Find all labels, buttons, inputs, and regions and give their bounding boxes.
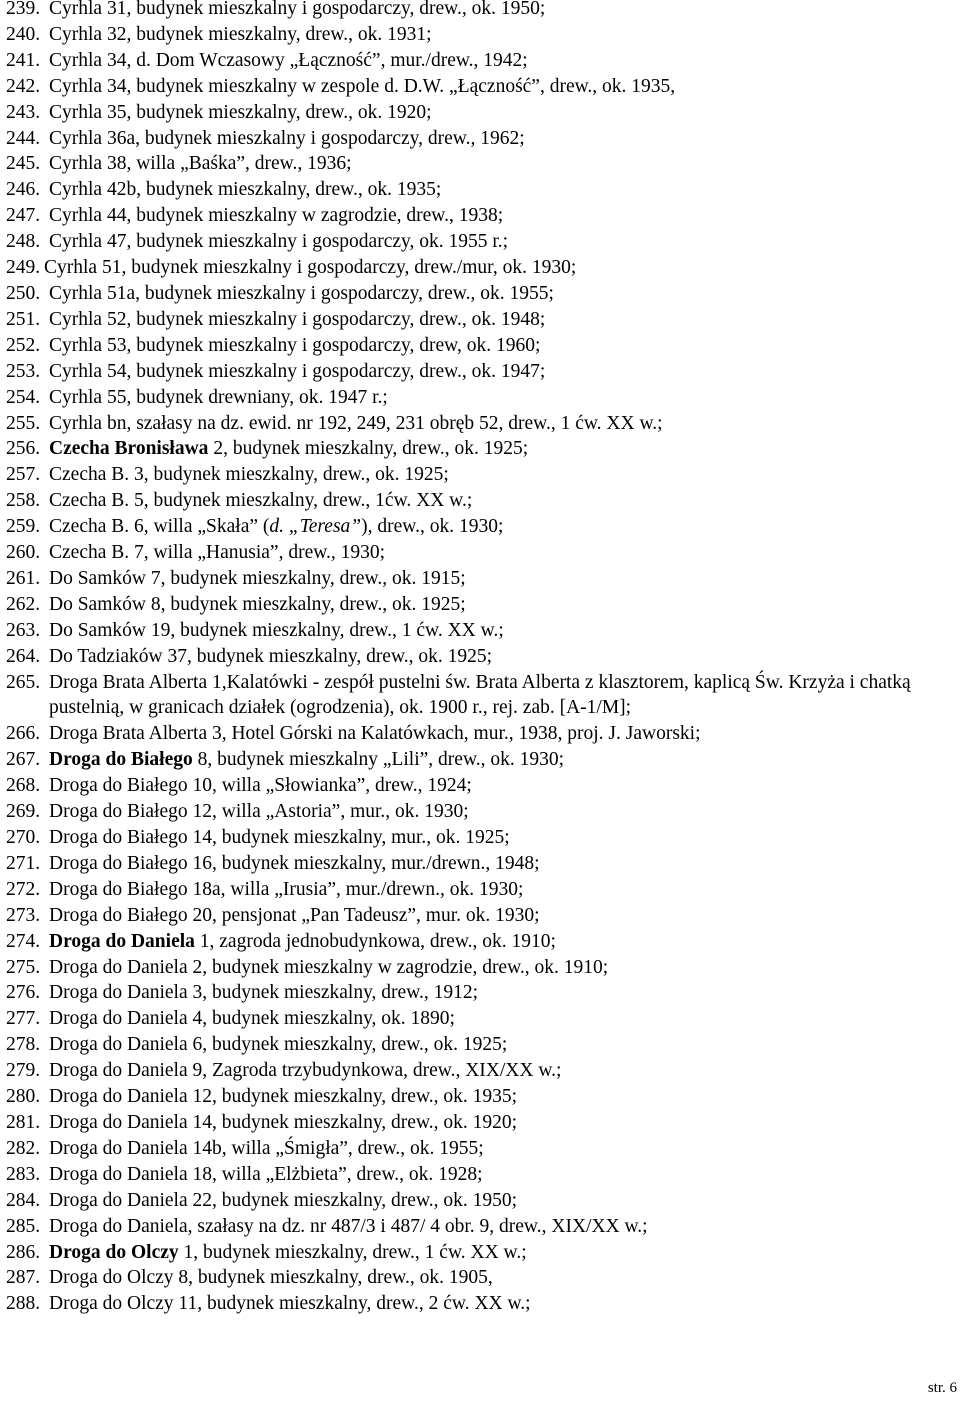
street-name: Czecha Bronisława xyxy=(49,438,209,460)
entry-text xyxy=(49,618,951,644)
list-item xyxy=(6,436,951,462)
list-item xyxy=(6,411,951,437)
entry-number: 284. xyxy=(6,1189,41,1211)
entry-number: 283. xyxy=(6,1163,41,1185)
entry-text xyxy=(49,411,951,437)
list-item xyxy=(6,0,951,22)
entry-text xyxy=(49,877,951,903)
entry-text-part: Droga do Białego 12, willa „Astoria”, mur., ok. 1930; xyxy=(49,801,469,823)
list-item xyxy=(6,618,951,644)
entry-number: 255. xyxy=(6,412,41,434)
entry-text-part: 1, zagroda jednobudynkowa, drew., ok. 1910; xyxy=(194,930,556,952)
list-item xyxy=(6,385,951,411)
list-item xyxy=(6,1291,951,1317)
list-item xyxy=(6,203,951,229)
entry-text xyxy=(49,462,951,488)
list-item xyxy=(6,540,951,566)
entry-text-part: Droga do Daniela 2, budynek mieszkalny w zagrodzie, drew., ok. 1910; xyxy=(49,956,609,978)
list-item xyxy=(6,462,951,488)
entry-text xyxy=(49,307,951,333)
list-item xyxy=(6,22,951,48)
entry-number: 257. xyxy=(6,464,41,486)
entry-text xyxy=(49,488,951,514)
entry-number: 254. xyxy=(6,386,41,408)
entry-number: 275. xyxy=(6,956,41,978)
entry-number: 253. xyxy=(6,360,41,382)
entry-number: 270. xyxy=(6,827,41,848)
entry-text-part: 1, budynek mieszkalny, drew., 1 ćw. XX w.; xyxy=(178,1241,527,1263)
entry-text xyxy=(49,980,951,1006)
entry-number: 274. xyxy=(6,930,41,952)
entry-number: 256. xyxy=(6,438,41,460)
entry-number: 247. xyxy=(6,205,41,227)
entry-text-part: Droga do Olczy 8, budynek mieszkalny, drew., ok. 1905, xyxy=(49,1267,493,1289)
entry-text xyxy=(49,955,951,981)
entry-text-part: Droga do Daniela 18, willa „Elżbieta”, drew., ok. 1928; xyxy=(49,1163,483,1185)
entry-text-part: Droga do Daniela 14b, willa „Śmigła”, drew., ok. 1955; xyxy=(49,1137,484,1159)
entry-number: 240. xyxy=(6,23,41,45)
list-item xyxy=(6,773,951,799)
list-item xyxy=(6,100,951,126)
entry-text-part: ), drew., ok. 1930; xyxy=(361,516,504,538)
entry-text-part: Cyrhla 32, budynek mieszkalny, drew., ok. 1931; xyxy=(49,23,432,45)
entry-number: 282. xyxy=(6,1137,41,1159)
entry-text-part: Cyrhla 54, budynek mieszkalny i gospodarczy, drew., ok. 1947; xyxy=(49,360,546,382)
list-item xyxy=(6,1136,951,1162)
list-item xyxy=(6,799,951,825)
list-item xyxy=(6,1240,951,1266)
entry-text-part: Droga do Daniela, szałasy na dz. nr 487/3 i 487/ 4 obr. 9, drew., XIX/XX w.; xyxy=(49,1215,648,1237)
entry-number: 262. xyxy=(6,593,41,615)
entry-number: 250. xyxy=(6,282,41,304)
entry-number: 272. xyxy=(6,878,41,900)
entry-number: 279. xyxy=(6,1060,41,1082)
list-item xyxy=(6,644,951,670)
entry-text-part: d. „Teresa” xyxy=(269,516,362,538)
list-item xyxy=(6,307,951,333)
entry-number: 243. xyxy=(6,101,41,123)
entry-text-part: Cyrhla 31, budynek mieszkalny i gospodarczy, drew., ok. 1950; xyxy=(49,0,546,19)
list-item xyxy=(6,1058,951,1084)
list-item xyxy=(6,877,951,903)
entry-number: 252. xyxy=(6,334,41,356)
entry-text xyxy=(49,151,951,177)
entry-text-part: Droga do Białego 10, willa „Słowianka”, drew., 1924; xyxy=(49,775,472,797)
entry-text-part: Cyrhla 51, budynek mieszkalny i gospodarczy, drew./mur, ok. 1930; xyxy=(44,257,577,279)
street-name: Droga do Białego xyxy=(49,749,193,771)
entry-text xyxy=(49,1136,951,1162)
entry-text-part: Droga Brata Alberta 3, Hotel Górski na Kalatówkach, mur., 1938, proj. J. Jaworski; xyxy=(49,723,701,745)
entry-number: 269. xyxy=(6,801,41,823)
entry-text-part: Do Tadziaków 37, budynek mieszkalny, drew., ok. 1925; xyxy=(49,645,493,667)
entry-text xyxy=(49,359,951,385)
list-item xyxy=(6,825,951,851)
entry-text xyxy=(49,1265,951,1291)
entry-text xyxy=(44,255,951,281)
entry-text-part: Cyrhla 35, budynek mieszkalny, drew., ok. 1920; xyxy=(49,101,432,123)
list-item xyxy=(6,126,951,152)
entry-text-part: Czecha B. 7, willa „Hanusia”, drew., 1930; xyxy=(49,542,386,564)
entry-text xyxy=(49,747,951,773)
list-item xyxy=(6,359,951,385)
entry-text-part: Droga Brata Alberta 1,Kalatówki - zespół pustelni św. Brata Alberta z klasztorem, kaplicą Św. Krzyża i chatką pustelnią, w granicach działek (ogrodzenia), ok. 1900 r., rej. zab. [A-1/M]; xyxy=(49,671,911,719)
entry-text xyxy=(49,1214,951,1240)
entry-text-part: Cyrhla bn, szałasy na dz. ewid. nr 192, 249, 231 obręb 52, drew., 1 ćw. XX w.; xyxy=(49,412,663,434)
entry-text-part: Cyrhla 51a, budynek mieszkalny i gospodarczy, drew., ok. 1955; xyxy=(49,282,554,304)
entry-number: 242. xyxy=(6,75,41,97)
list-item xyxy=(6,1110,951,1136)
entry-text-part: Cyrhla 34, budynek mieszkalny w zespole d. D.W. „Łączność”, drew., ok. 1935, xyxy=(49,75,676,97)
list-item xyxy=(6,333,951,359)
entry-text-part: Droga do Daniela 22, budynek mieszkalny, drew., ok. 1950; xyxy=(49,1189,518,1211)
list-item xyxy=(6,1084,951,1110)
entry-text xyxy=(49,0,951,22)
entry-text-part: 8, budynek mieszkalny „Lili”, drew., ok. 1930; xyxy=(192,749,565,771)
list-item xyxy=(6,1188,951,1214)
entry-number: 273. xyxy=(6,904,41,926)
list-item xyxy=(6,903,951,929)
entry-text xyxy=(49,644,951,670)
list-item xyxy=(6,74,951,100)
entry-text xyxy=(49,74,951,100)
list-item xyxy=(6,955,951,981)
list-item xyxy=(6,1006,951,1032)
entry-number: 277. xyxy=(6,1008,41,1030)
entry-number: 249. xyxy=(6,257,41,279)
entry-text xyxy=(49,773,951,799)
list-item xyxy=(6,281,951,307)
entry-text-part: Droga do Białego 16, budynek mieszkalny, mur./drewn., 1948; xyxy=(49,852,540,874)
entry-number: 278. xyxy=(6,1034,41,1056)
list-item xyxy=(6,929,951,955)
entry-number: 248. xyxy=(6,231,41,253)
entry-text-part: Droga do Daniela 6, budynek mieszkalny, drew., ok. 1925; xyxy=(49,1034,508,1056)
list-item xyxy=(6,747,951,773)
entry-text-part: 2, budynek mieszkalny, drew., ok. 1925; xyxy=(208,438,529,460)
entry-text-part: Czecha B. 5, budynek mieszkalny, drew., 1ćw. XX w.; xyxy=(49,490,473,512)
list-item xyxy=(6,1162,951,1188)
entry-number: 260. xyxy=(6,542,41,564)
entry-text xyxy=(49,1162,951,1188)
entry-text-part: Do Samków 8, budynek mieszkalny, drew., ok. 1925; xyxy=(49,593,466,615)
entry-text-part: Cyrhla 47, budynek mieszkalny i gospodarczy, ok. 1955 r.; xyxy=(49,231,509,253)
entry-number: 244. xyxy=(6,127,41,149)
entry-text xyxy=(49,126,951,152)
entry-text xyxy=(49,100,951,126)
entry-text-part: Cyrhla 53, budynek mieszkalny i gospodarczy, drew, ok. 1960; xyxy=(49,334,541,356)
entry-number: 265. xyxy=(6,671,41,693)
entry-text-part: Droga do Daniela 14, budynek mieszkalny, drew., ok. 1920; xyxy=(49,1111,518,1133)
entry-text xyxy=(49,1240,951,1266)
entry-text-part: Cyrhla 55, budynek drewniany, ok. 1947 r.; xyxy=(49,386,388,408)
entry-number: 285. xyxy=(6,1215,41,1237)
entry-text-part: Droga do Olczy 11, budynek mieszkalny, drew., 2 ćw. XX w.; xyxy=(49,1293,531,1315)
entry-text xyxy=(49,566,951,592)
entry-text-part: Czecha B. 3, budynek mieszkalny, drew., ok. 1925; xyxy=(49,464,449,486)
entry-text-part: Droga do Daniela 4, budynek mieszkalny, ok. 1890; xyxy=(49,1008,455,1030)
entry-text-part: Cyrhla 34, d. Dom Wczasowy „Łączność”, mur./drew., 1942; xyxy=(49,49,528,71)
entry-text xyxy=(49,229,951,255)
entry-text xyxy=(49,1084,951,1110)
entry-text-part: Droga do Białego 20, pensjonat „Pan Tadeusz”, mur. ok. 1930; xyxy=(49,904,540,926)
entry-number: 258. xyxy=(6,490,41,512)
entry-text xyxy=(49,385,951,411)
page-number: str. 6 xyxy=(927,1380,957,1396)
street-name: Droga do Olczy xyxy=(49,1241,179,1263)
entry-text-part: Do Samków 7, budynek mieszkalny, drew., ok. 1915; xyxy=(49,567,466,589)
list-item xyxy=(6,229,951,255)
entry-text xyxy=(49,540,951,566)
list-item xyxy=(6,592,951,618)
entry-number: 286. xyxy=(6,1241,41,1263)
entry-number: 251. xyxy=(6,308,41,330)
entry-text-part: Droga do Daniela 12, budynek mieszkalny, drew., ok. 1935; xyxy=(49,1086,518,1108)
list-item xyxy=(6,48,951,74)
list-item xyxy=(6,851,951,877)
entry-text xyxy=(49,799,951,825)
entry-number: 246. xyxy=(6,179,41,201)
list-item xyxy=(6,255,951,281)
entry-text-part: Droga do Białego 14, budynek mieszkalny, mur., ok. 1925; xyxy=(49,827,510,848)
list-item xyxy=(6,151,951,177)
entry-text xyxy=(49,592,951,618)
list-item xyxy=(6,514,951,540)
entry-text-part: Cyrhla 52, budynek mieszkalny i gospodarczy, drew., ok. 1948; xyxy=(49,308,546,330)
entry-number: 267. xyxy=(6,749,41,771)
list-item xyxy=(6,721,951,747)
entry-number: 271. xyxy=(6,852,41,874)
entry-text xyxy=(49,670,951,722)
entry-text xyxy=(49,22,951,48)
list-item xyxy=(6,488,951,514)
entry-text xyxy=(49,1188,951,1214)
entry-number: 263. xyxy=(6,619,41,641)
entry-text-part: Do Samków 19, budynek mieszkalny, drew., 1 ćw. XX w.; xyxy=(49,619,504,641)
entry-text-part: Czecha B. 6, willa „Skała” ( xyxy=(49,516,270,538)
entry-text xyxy=(49,903,951,929)
list-item xyxy=(6,670,951,722)
entry-text-part: Cyrhla 38, willa „Baśka”, drew., 1936; xyxy=(49,153,352,175)
entry-text xyxy=(49,177,951,203)
entry-text-part: Cyrhla 44, budynek mieszkalny w zagrodzie, drew., 1938; xyxy=(49,205,504,227)
entry-number: 245. xyxy=(6,153,41,175)
entry-text xyxy=(49,1291,951,1317)
entry-number: 241. xyxy=(6,49,41,71)
list-item xyxy=(6,1265,951,1291)
entry-text xyxy=(49,1006,951,1032)
entry-text-part: Droga do Daniela 9, Zagroda trzybudynkowa, drew., XIX/XX w.; xyxy=(49,1060,562,1082)
entry-number: 268. xyxy=(6,775,41,797)
entry-text xyxy=(49,1058,951,1084)
entry-number: 261. xyxy=(6,567,41,589)
entry-number: 276. xyxy=(6,982,41,1004)
entry-number: 239. xyxy=(6,0,41,19)
entry-text-part: Cyrhla 42b, budynek mieszkalny, drew., ok. 1935; xyxy=(49,179,442,201)
entry-text-part: Droga do Daniela 3, budynek mieszkalny, drew., 1912; xyxy=(49,982,479,1004)
entry-text xyxy=(49,333,951,359)
entry-number: 280. xyxy=(6,1086,41,1108)
entry-text xyxy=(49,929,951,955)
entry-text xyxy=(49,281,951,307)
list-item xyxy=(6,177,951,203)
list-item xyxy=(6,980,951,1006)
entry-text-part: Droga do Białego 18a, willa „Irusia”, mur./drewn., ok. 1930; xyxy=(49,878,524,900)
entry-text xyxy=(49,48,951,74)
list-item xyxy=(6,1214,951,1240)
list-item xyxy=(6,1032,951,1058)
monument-list xyxy=(6,0,951,1317)
entry-number: 266. xyxy=(6,723,41,745)
entry-text xyxy=(49,851,951,877)
entry-number: 287. xyxy=(6,1267,41,1289)
entry-text xyxy=(49,514,951,540)
entry-number: 259. xyxy=(6,516,41,538)
entry-number: 281. xyxy=(6,1111,41,1133)
entry-text xyxy=(49,1110,951,1136)
entry-text-part: Cyrhla 36a, budynek mieszkalny i gospodarczy, drew., 1962; xyxy=(49,127,525,149)
entry-text xyxy=(49,721,951,747)
entry-number: 264. xyxy=(6,645,41,667)
entry-number: 288. xyxy=(6,1293,41,1315)
list-item xyxy=(6,566,951,592)
entry-text xyxy=(49,203,951,229)
street-name: Droga do Daniela xyxy=(49,930,195,952)
entry-text xyxy=(49,1032,951,1058)
entry-text xyxy=(49,436,951,462)
entry-text xyxy=(49,825,951,851)
